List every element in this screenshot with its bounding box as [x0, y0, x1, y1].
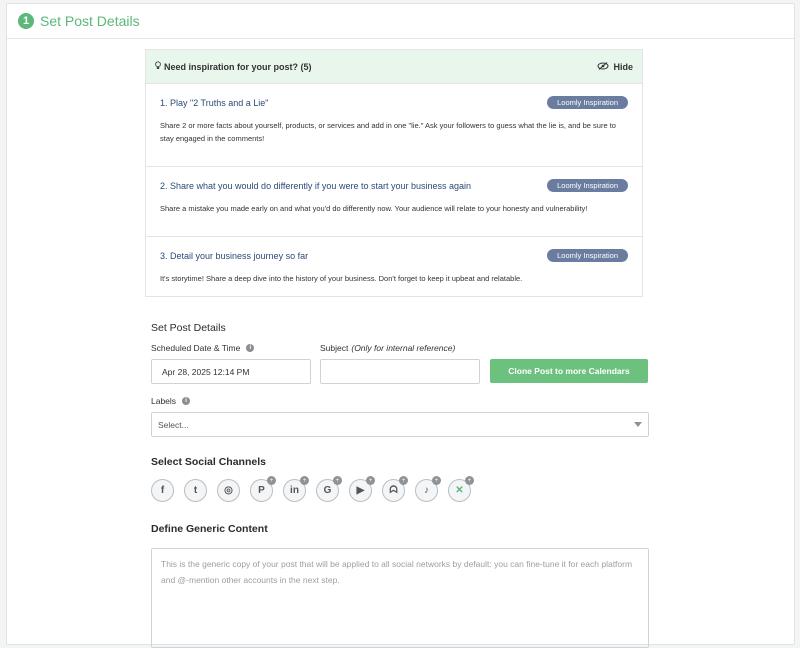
- inspiration-item-desc: It's storytime! Share a deep dive into the history of your business. Don't forget to keep it upbeat and relatable.: [160, 274, 523, 283]
- loomly-badge: Loomly Inspiration: [547, 249, 628, 262]
- step-number: 1: [18, 13, 34, 29]
- google-channel-button[interactable]: [316, 479, 339, 502]
- hide-label: Hide: [613, 61, 633, 72]
- x-icon: ✕: [455, 485, 464, 496]
- labels-select[interactable]: [151, 412, 649, 437]
- details-title: Set Post Details: [151, 322, 226, 334]
- scheduled-date-input[interactable]: Apr 28, 2025 12:14 PM: [151, 359, 311, 384]
- inspiration-heading: Need inspiration for your post? (5): [164, 61, 312, 72]
- inspiration-item-title[interactable]: 2. Share what you would do differently if you were to start your business again: [160, 180, 472, 191]
- linkedin-channel-button[interactable]: [283, 479, 306, 502]
- chevron-down-icon: [634, 422, 642, 427]
- subject-hint: (Only for internal reference): [351, 343, 456, 353]
- inspiration-item-desc: Share 2 or more facts about yourself, products, or services and add in one "lie." Ask your followers to guess what the lie is, and be sure to stay engaged in the comments!: [160, 121, 616, 143]
- plus-badge-icon: +: [267, 476, 276, 485]
- generic-content-textarea[interactable]: This is the generic copy of your post that will be applied to all social networks by default: you can fine-tune it for each platform and @-mention other accounts in the next step.: [151, 548, 649, 648]
- hide-inspiration-button[interactable]: [597, 62, 633, 72]
- tiktok-channel-button[interactable]: [415, 479, 438, 502]
- loomly-badge: Loomly Inspiration: [547, 179, 628, 192]
- labels-placeholder: Select...: [158, 419, 189, 430]
- subject-input[interactable]: [320, 359, 480, 384]
- content-title: Define Generic Content: [151, 523, 268, 535]
- info-icon[interactable]: i: [246, 344, 254, 352]
- social-channels: [151, 479, 471, 502]
- inspiration-panel: [145, 49, 643, 297]
- inspiration-item-title[interactable]: 1. Play "2 Truths and a Lie": [160, 97, 269, 108]
- instagram-channel-button[interactable]: [217, 479, 240, 502]
- facebook-channel-button[interactable]: [151, 479, 174, 502]
- instagram-icon: ◎: [224, 485, 233, 496]
- youtube-icon: ▶: [356, 485, 365, 496]
- info-icon[interactable]: i: [182, 397, 190, 405]
- linkedin-icon: in: [290, 485, 299, 496]
- plus-badge-icon: +: [432, 476, 441, 485]
- facebook-icon: f: [160, 485, 165, 496]
- plus-badge-icon: +: [300, 476, 309, 485]
- youtube-channel-button[interactable]: [349, 479, 372, 502]
- inspiration-header: [146, 50, 642, 84]
- subject-label: Subject (Only for internal reference): [320, 343, 456, 353]
- inspiration-item[interactable]: [146, 84, 642, 167]
- inspiration-item-desc: Share a mistake you made early on and what you'd do differently now. Your audience will relate to your honesty and vulnerability!: [160, 204, 588, 213]
- twitter-channel-button[interactable]: [184, 479, 207, 502]
- google-icon: G: [323, 485, 332, 496]
- inspiration-item[interactable]: [146, 237, 642, 296]
- x-channel-button[interactable]: [448, 479, 471, 502]
- tiktok-icon: ♪: [424, 485, 429, 496]
- pinterest-channel-button[interactable]: [250, 479, 273, 502]
- twitter-icon: t: [193, 485, 198, 496]
- loomly-badge: Loomly Inspiration: [547, 96, 628, 109]
- snapchat-channel-button[interactable]: [382, 479, 405, 502]
- snapchat-icon: ᗣ: [389, 485, 398, 496]
- step-title: Set Post Details: [40, 13, 140, 29]
- lightbulb-icon: [154, 61, 162, 72]
- inspiration-item[interactable]: [146, 167, 642, 237]
- plus-badge-icon: +: [333, 476, 342, 485]
- date-label: Scheduled Date & Time i: [151, 343, 254, 353]
- labels-label: Labels i: [151, 396, 190, 406]
- clone-post-button[interactable]: Clone Post to more Calendars: [490, 359, 648, 383]
- channels-title: Select Social Channels: [151, 456, 266, 468]
- inspiration-item-title[interactable]: 3. Detail your business journey so far: [160, 250, 309, 261]
- eye-slash-icon: [597, 62, 609, 72]
- pinterest-icon: P: [258, 485, 265, 496]
- plus-badge-icon: +: [465, 476, 474, 485]
- step-header: [7, 4, 794, 39]
- plus-badge-icon: +: [399, 476, 408, 485]
- plus-badge-icon: +: [366, 476, 375, 485]
